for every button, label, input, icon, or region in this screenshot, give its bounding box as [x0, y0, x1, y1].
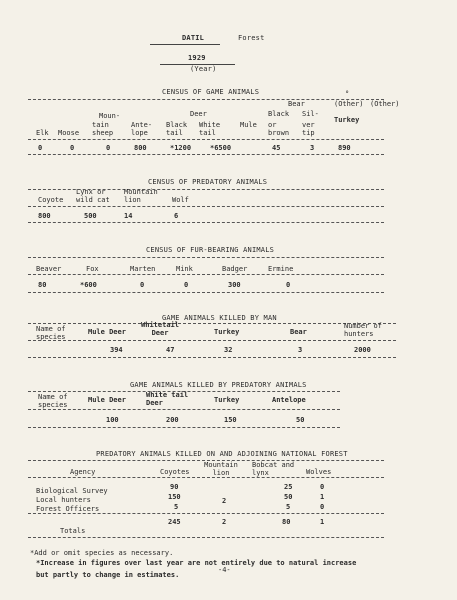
game-mark: ° [345, 90, 350, 98]
kbm-col-species: Name of species [36, 325, 66, 341]
game-col-other2-h1: (Other) [370, 100, 400, 108]
pk-bottomline [28, 537, 384, 538]
fur-col-ermine: Ermine [268, 265, 294, 273]
game-col-black-h2: Black [268, 110, 290, 118]
fur-col-beaver: Beaver [36, 265, 62, 273]
kbp-col-species: Name of species [38, 393, 68, 409]
game-val-antelope: 800 [134, 144, 147, 152]
pred-val-lynx: 500 [84, 212, 97, 220]
game-census-midline [28, 139, 384, 140]
pk-col-agency: Agency [70, 468, 96, 476]
kbm-col-whitetail: Whitetail Deer [141, 321, 179, 337]
fur-val-mink: 0 [184, 281, 189, 289]
game-val-elk: 0 [38, 144, 43, 152]
fur-val-fox: *600 [80, 281, 97, 289]
pk-col-lion: Mountain lion [204, 461, 238, 477]
game-census-bottomline [28, 154, 384, 155]
game-val-blacktail: *1200 [170, 144, 192, 152]
fur-col-marten: Marten [130, 265, 156, 273]
pred-col-lynx: Lynx or wild cat [76, 188, 110, 204]
kbp-col-whitetail: White tail Deer [146, 391, 189, 407]
fur-col-fox: Fox [86, 265, 99, 273]
pred-val-coyote: 800 [38, 212, 51, 220]
pk-row3-coyotes: 5 [174, 503, 179, 511]
pk-rows-line [28, 513, 384, 514]
footnote-3: but partly to change in estimates. [36, 571, 180, 579]
kbm-val-hunters: 2000 [354, 346, 371, 354]
pk-total-coyotes: 245 [168, 518, 181, 526]
fur-val-beaver: 80 [38, 281, 47, 289]
kbp-midline [28, 409, 340, 410]
pk-col-bobcat: Bobcat and lynx [252, 461, 295, 477]
pk-row3-agency: Forest Officers [36, 505, 100, 513]
kbp-val-antelope: 50 [296, 416, 305, 424]
pk-row2-bobcat: 50 [284, 493, 293, 501]
pk-total-lion: 2 [222, 518, 227, 526]
forest-label: Forest [238, 34, 265, 42]
fur-val-marten: 0 [140, 281, 145, 289]
pk-row1-agency: Biological Survey [36, 487, 108, 495]
pred-census-midline [28, 206, 384, 207]
game-col-brown: or brown [268, 121, 290, 137]
pred-col-lion: Mountain lion [124, 188, 158, 204]
game-col-deer-h2: Deer [190, 110, 207, 118]
kbm-val-bear: 3 [298, 346, 303, 354]
header-underline [150, 44, 220, 45]
pk-row2-wolves: 1 [320, 493, 325, 501]
kbp-col-muledeer: Mule Deer [88, 396, 126, 404]
game-col-other-h1: (Other) [334, 100, 364, 108]
pk-row3-bobcat: 5 [286, 503, 291, 511]
kbp-bottomline [28, 427, 340, 428]
pred-col-coyote: Coyote [38, 196, 64, 204]
game-val-bear: 45 [272, 144, 281, 152]
pk-col-wolves: Wolves [306, 468, 332, 476]
game-val-turkey: 890 [338, 144, 351, 152]
game-col-elk: Elk [36, 129, 49, 137]
game-census-topline [28, 99, 384, 100]
predatory-killed-title: PREDATORY ANIMALS KILLED ON AND ADJOINING NATIONAL FOREST [96, 450, 348, 458]
pred-val-lion: 14 [124, 212, 133, 220]
game-col-turkey-h2: Turkey [334, 116, 360, 124]
kbm-val-muledeer: 394 [110, 346, 123, 354]
game-col-antelope: Ante- lope [131, 121, 153, 137]
game-col-whitetail: White tail [199, 121, 221, 137]
game-val-whitetail: *6500 [210, 144, 232, 152]
kbp-col-antelope: Antelope [272, 396, 306, 404]
fur-val-badger: 300 [228, 281, 241, 289]
year-label: (Year) [190, 65, 217, 73]
kbm-val-whitetail: 47 [166, 346, 175, 354]
fur-col-badger: Badger [222, 265, 248, 273]
kbp-col-turkey: Turkey [214, 396, 240, 404]
pk-row1-wolves: 0 [320, 483, 325, 491]
fur-census-midline [28, 274, 384, 275]
game-col-bear-h1: Bear [288, 100, 305, 108]
game-col-moose: Moose [58, 129, 80, 137]
game-col-sil-h2: Sil- [302, 110, 319, 118]
pk-total-bobcat: 80 [282, 518, 291, 526]
game-col-blacktail: Black tail [166, 121, 188, 137]
game-val-sheep: 0 [106, 144, 111, 152]
pk-row1-coyotes: 90 [170, 483, 179, 491]
killed-by-man-title: GAME ANIMALS KILLED BY MAN [162, 314, 277, 322]
game-val-silvertip: 3 [310, 144, 315, 152]
kbm-col-hunters: Number of hunters [344, 322, 382, 338]
killed-by-predatory-title: GAME ANIMALS KILLED BY PREDATORY ANIMALS [130, 381, 307, 389]
pk-midline [28, 477, 384, 478]
kbm-midline [28, 340, 396, 341]
kbm-col-turkey: Turkey [214, 328, 240, 336]
kbp-val-muledeer: 100 [106, 416, 119, 424]
pk-totals-label: Totals [60, 527, 86, 535]
page-number: -4- [218, 566, 231, 574]
pk-row2-coyotes: 150 [168, 493, 181, 501]
pred-val-wolf: 6 [174, 212, 179, 220]
pk-row1-bobcat: 25 [284, 483, 293, 491]
game-col-mule: Mule [240, 121, 257, 129]
year-value: 1929 [188, 54, 206, 62]
predatory-census-title: CENSUS OF PREDATORY ANIMALS [148, 178, 268, 186]
fur-census-bottomline [28, 292, 384, 293]
kbp-val-turkey: 150 [224, 416, 237, 424]
forest-name: DATIL [182, 34, 205, 42]
game-census-title: CENSUS OF GAME ANIMALS [162, 88, 260, 96]
fur-val-ermine: 0 [286, 281, 291, 289]
footnote-1: *Add or omit species as necessary. [30, 549, 174, 557]
pk-row3-wolves: 0 [320, 503, 325, 511]
pk-row2-agency: Local hunters [36, 496, 91, 504]
pred-col-wolf: Wolf [172, 196, 189, 204]
kbm-val-turkey: 32 [224, 346, 233, 354]
kbm-col-bear: Bear [290, 328, 307, 336]
game-col-tip: ver tip [302, 121, 315, 137]
fur-census-title: CENSUS OF FUR-BEARING ANIMALS [146, 246, 275, 254]
pk-row2-lion: 2 [222, 497, 227, 505]
kbm-col-muledeer: Mule Deer [88, 328, 126, 336]
pk-total-wolves: 1 [320, 518, 325, 526]
game-col-sheep-h2: Moun- [99, 112, 121, 120]
kbm-topline [28, 323, 396, 324]
kbp-val-whitetail: 200 [166, 416, 179, 424]
game-val-moose: 0 [70, 144, 75, 152]
fur-col-mink: Mink [176, 265, 193, 273]
fur-census-topline [28, 257, 384, 258]
pk-col-coyotes: Coyotes [160, 468, 190, 476]
footnote-2: *Increase in figures over last year are not entirely due to natural increase [36, 559, 357, 567]
pred-census-bottomline [28, 222, 384, 223]
kbm-bottomline [28, 357, 396, 358]
game-col-sheep: tain sheep [92, 121, 114, 137]
